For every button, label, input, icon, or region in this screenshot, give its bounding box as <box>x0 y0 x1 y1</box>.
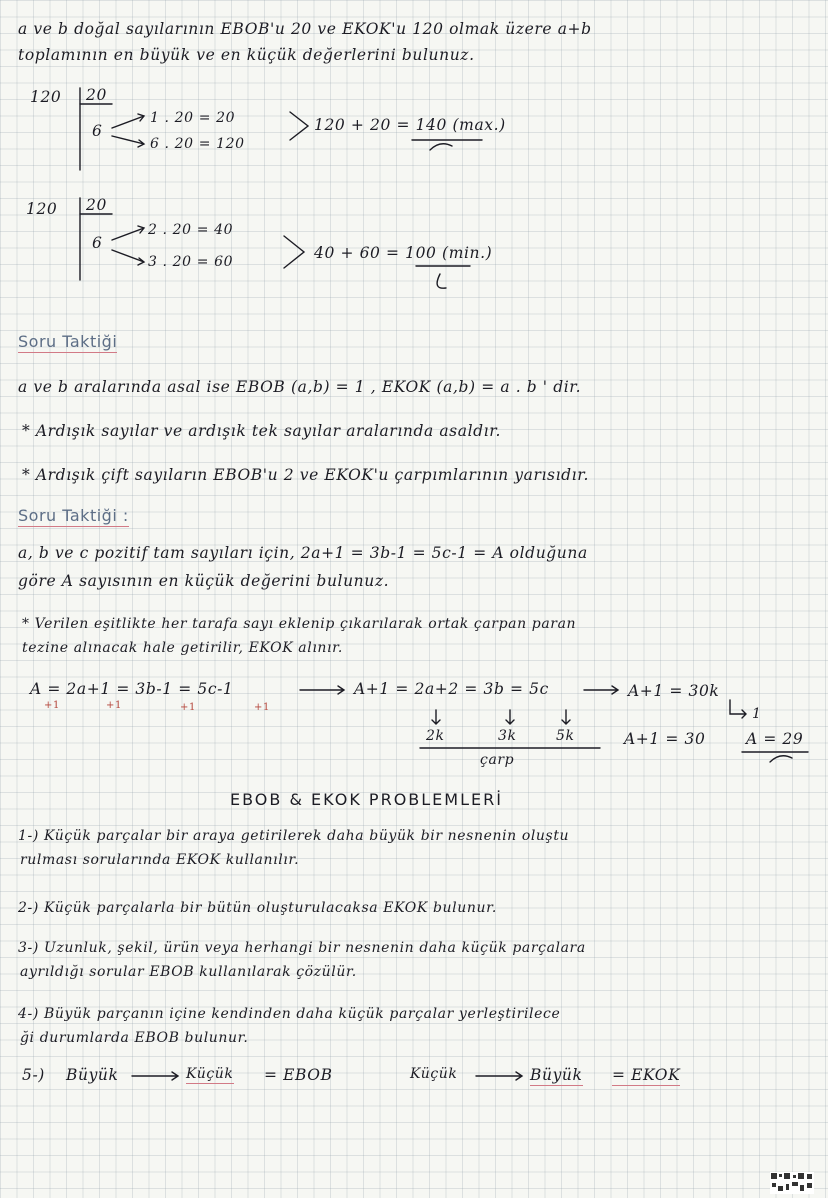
division1-row2: 6 . 20 = 120 <box>150 136 245 152</box>
plus-mark-4: +1 <box>254 702 270 713</box>
item5-big1: Büyük <box>66 1066 119 1084</box>
item2-line1: 2-) Küçük parçalarla bir bütün oluşturulacaksa EKOK bulunur. <box>18 900 497 916</box>
item4-line2: ği durumlarda EBOB bulunur. <box>20 1030 249 1046</box>
division1-brace <box>290 112 308 140</box>
division2-row1: 2 . 20 = 40 <box>148 222 234 238</box>
tactic1-line3: * Ardışık çift sayıların EBOB'u 2 ve EKOK'u çarpımlarının yarısıdır. <box>22 466 590 484</box>
qr-code-icon <box>770 1172 814 1194</box>
tactic2-line3-part2: tezine alınacak hale getirilir, EKOK alınır. <box>22 640 343 656</box>
section-title: EBOB & EKOK PROBLEMLERİ <box>230 790 503 809</box>
tactic2-eq-right: A+1 = 30k <box>628 682 720 700</box>
arrow-k-equals-1 <box>730 700 746 718</box>
division2-dividend: 120 <box>26 200 58 218</box>
arrow-to-30k <box>584 686 618 694</box>
division1-divisor: 20 <box>86 86 107 104</box>
item3-line1: 3-) Uzunluk, şekil, ürün veya herhangi bir nesnenin daha küçük parçalara <box>18 940 586 956</box>
tactic2-line1: a, b ve c pozitif tam sayıları için, 2a+1 = 3b-1 = 5c-1 = A olduğuna <box>18 544 588 562</box>
division1-dividend: 120 <box>30 88 62 106</box>
arrow-down-2k <box>432 710 440 724</box>
item5-ekok: = EKOK <box>612 1066 681 1084</box>
problem1-line2: toplamının en büyük ve en küçük değerlerini bulunuz. <box>18 46 475 64</box>
final-equation: A+1 = 30 <box>624 730 706 748</box>
final-answer: A = 29 <box>746 730 804 748</box>
term-5k: 5k <box>556 728 575 744</box>
division1-arrow-up <box>112 114 144 128</box>
item1-line1: 1-) Küçük parçalar bir araya getirilerek daha büyük bir nesnenin oluştu <box>18 828 570 844</box>
plus-mark-3: +1 <box>180 702 196 713</box>
item5-big2: Büyük <box>530 1066 583 1084</box>
item5-ebob: = EBOB <box>264 1066 333 1084</box>
division1-tick <box>430 144 452 150</box>
division2-quotient: 6 <box>92 234 103 252</box>
tactic1-line1: a ve b aralarında asal ise EBOB (a,b) = 1 , EKOK (a,b) = a . b ' dir. <box>18 378 582 396</box>
item5-number: 5-) <box>22 1066 45 1084</box>
division2-brace <box>284 236 304 268</box>
item4-line1: 4-) Büyük parçanın içine kendinden daha küçük parçalar yerleştirilece <box>18 1006 561 1022</box>
division1-result: 120 + 20 = 140 (max.) <box>314 116 506 134</box>
problem1-line1: a ve b doğal sayılarının EBOB'u 20 ve EKOK'u 120 olmak üzere a+b <box>18 20 592 38</box>
tactic2-eq-mid: A+1 = 2a+2 = 3b = 5c <box>354 680 549 698</box>
tactic2-eq-left: A = 2a+1 = 3b-1 = 5c-1 <box>30 680 234 698</box>
tactic2-heading: Soru Taktiği : <box>18 506 129 525</box>
division2-row2: 3 . 20 = 60 <box>148 254 234 270</box>
item5-arrow-2 <box>476 1072 522 1080</box>
term-2k: 2k <box>426 728 445 744</box>
tactic2-line3-part1: * Verilen eşitlikte her tarafa sayı eklenip çıkarılarak ortak çarpan paran <box>22 616 577 632</box>
division2-arrow-down <box>112 250 144 265</box>
plus-mark-2: +1 <box>106 700 122 711</box>
carp-label: çarp <box>480 752 515 768</box>
final-tick <box>770 756 792 762</box>
division2-tick <box>437 274 446 288</box>
item3-line2: ayrıldığı sorular EBOB kullanılarak çözülür. <box>20 964 357 980</box>
division2-arrow-up <box>112 226 144 240</box>
item5-small2: Küçük <box>410 1066 458 1082</box>
plus-mark-1: +1 <box>44 700 60 711</box>
division1-quotient: 6 <box>92 122 103 140</box>
division2-divisor: 20 <box>86 196 107 214</box>
term-3k: 3k <box>498 728 517 744</box>
tactic1-heading: Soru Taktiği <box>18 332 118 351</box>
division2-result: 40 + 60 = 100 (min.) <box>314 244 493 262</box>
tactic2-line2: göre A sayısının en küçük değerini bulunuz. <box>18 572 390 590</box>
arrow-to-a-plus-1 <box>300 686 344 694</box>
division1-row1: 1 . 20 = 20 <box>150 110 236 126</box>
item1-line2: rulması sorularında EKOK kullanılır. <box>20 852 300 868</box>
item5-small1: Küçük <box>186 1066 234 1082</box>
item5-arrow-1 <box>132 1072 178 1080</box>
arrow-down-3k <box>506 710 514 724</box>
k-value: 1 <box>752 706 762 722</box>
arrow-down-5k <box>562 710 570 724</box>
division1-arrow-down <box>112 136 144 147</box>
tactic1-line2: * Ardışık sayılar ve ardışık tek sayılar aralarında asaldır. <box>22 422 502 440</box>
